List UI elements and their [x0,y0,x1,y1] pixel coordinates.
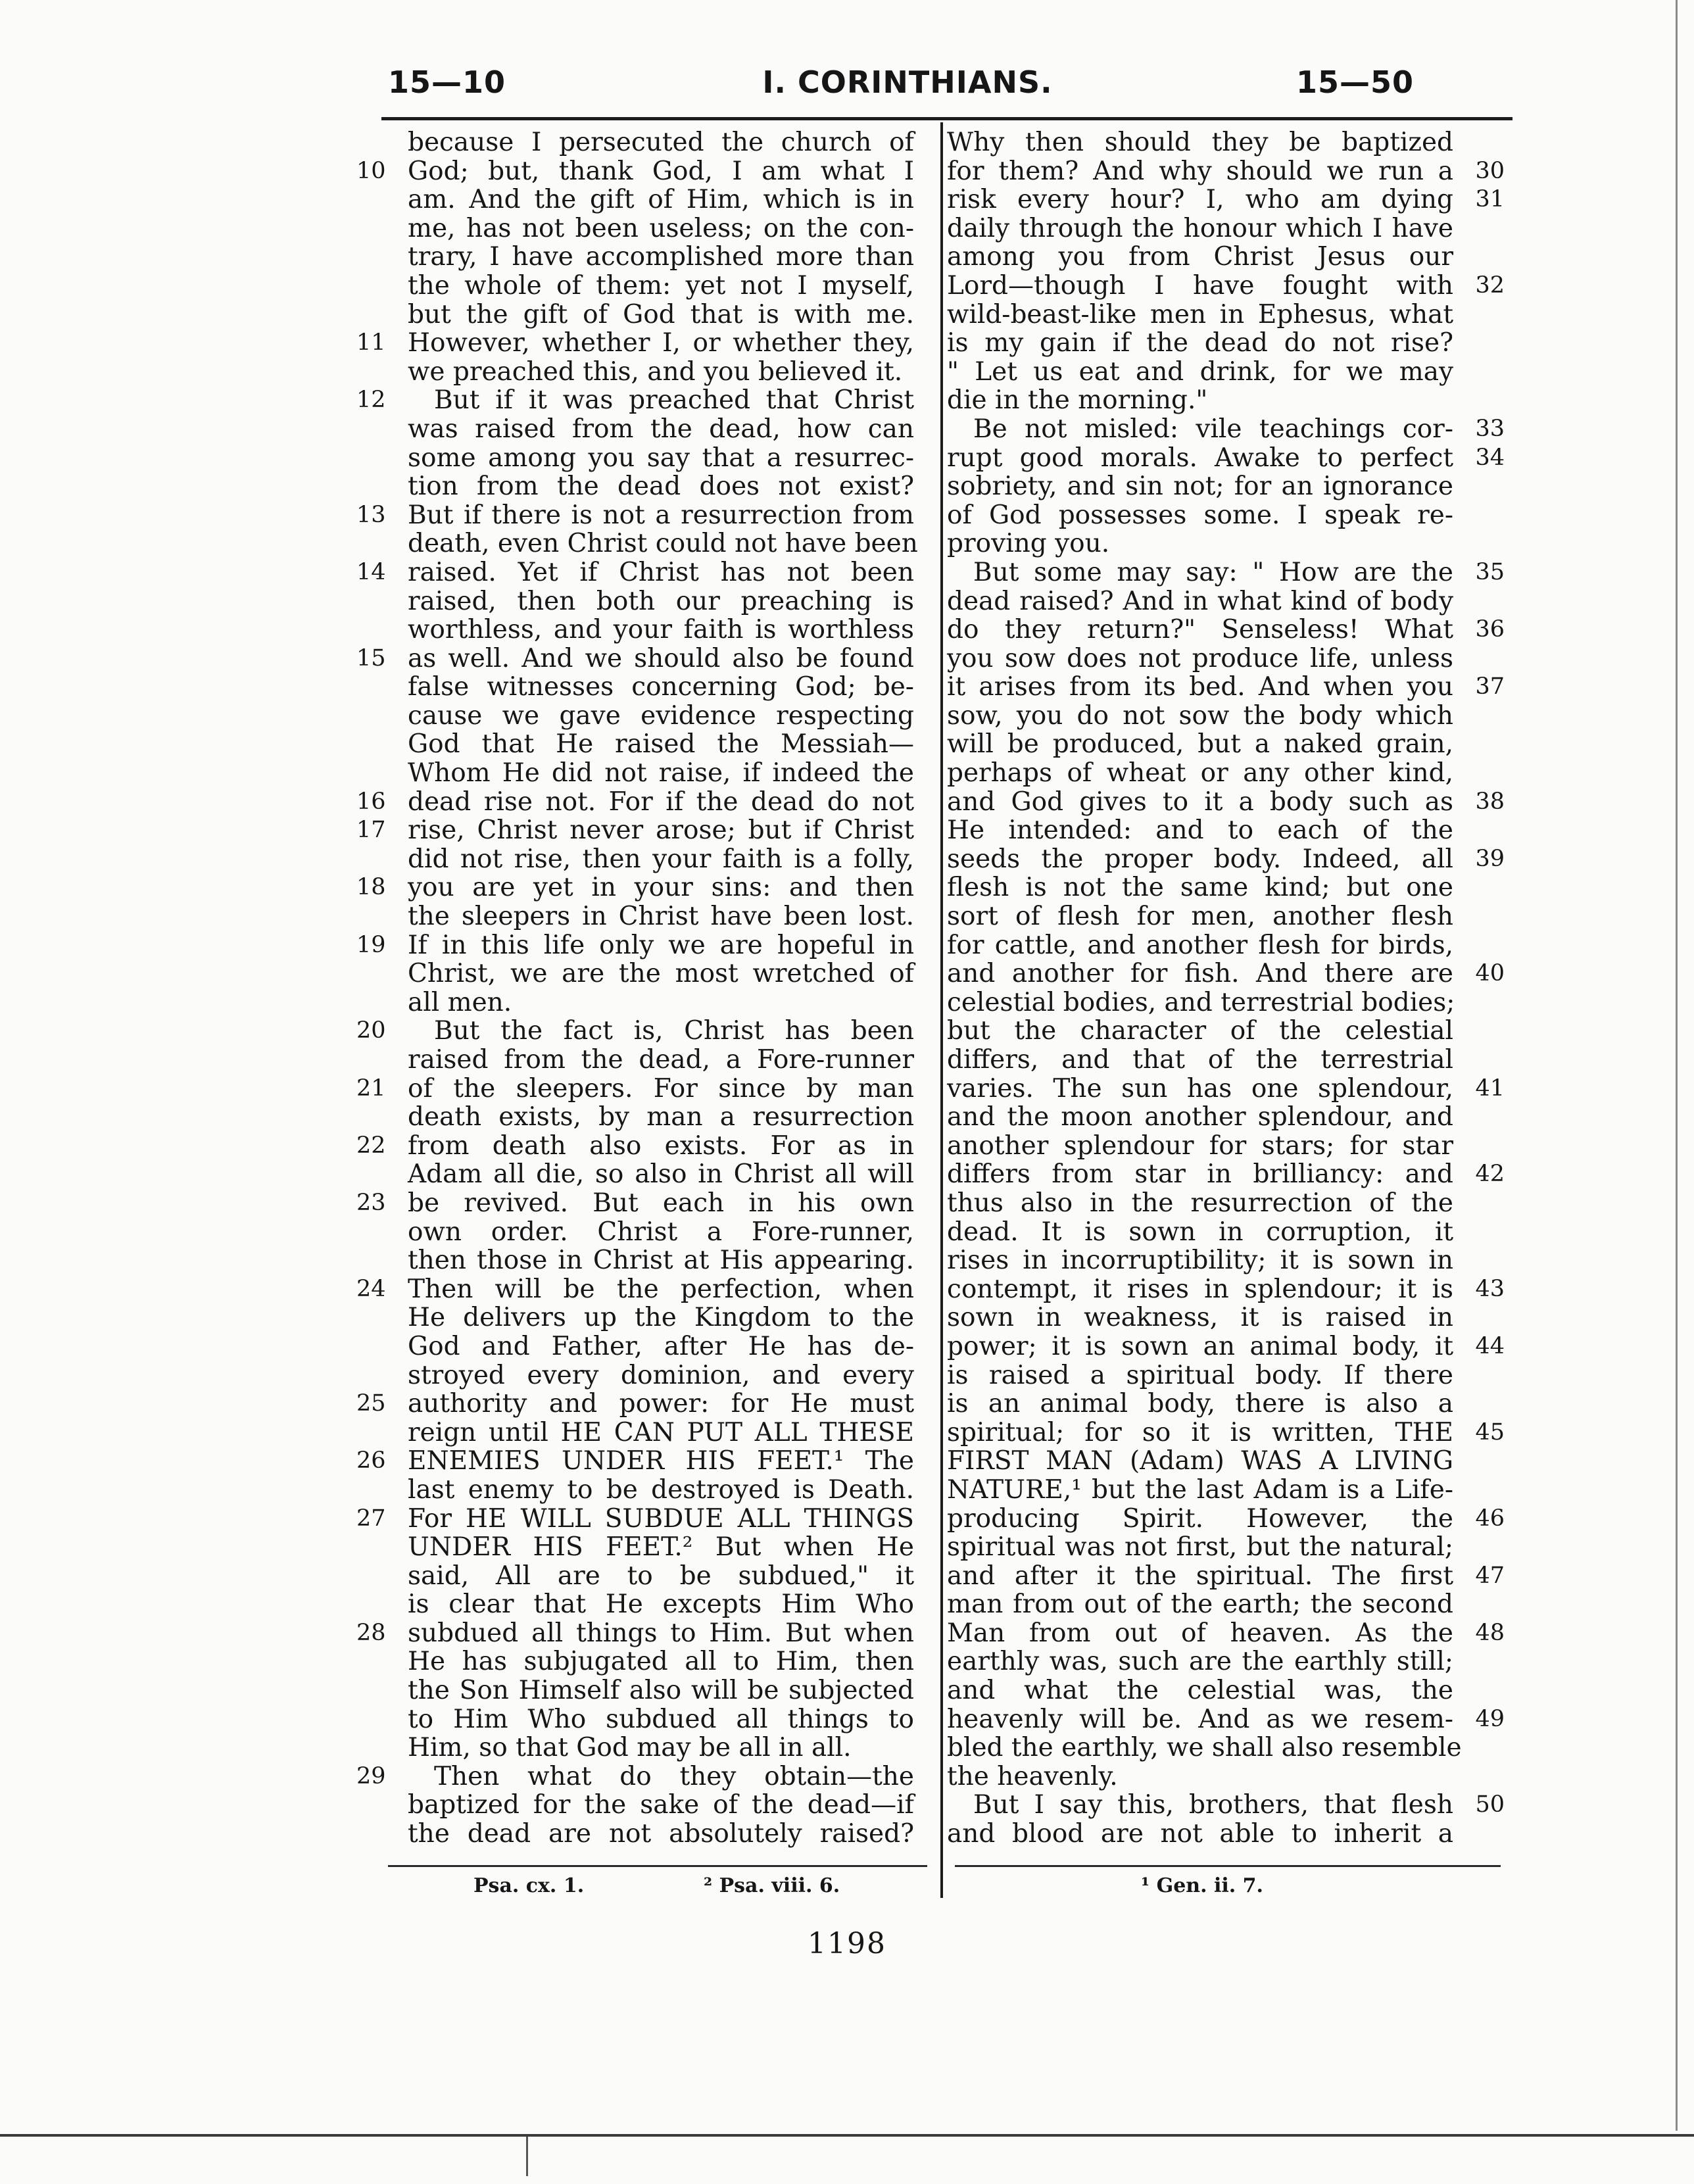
page-number: 1198 [808,1927,886,1960]
verse-number: 37 [1475,673,1505,700]
line-text: Christ, we are the most wretched of [408,959,914,989]
text-line [947,243,1453,272]
text-line [356,1618,914,1648]
line-text: flesh is not the same kind; but one [947,873,1453,903]
line-text: FIRST MAN (Adam) WAS A LIVING [947,1446,1453,1476]
text-line [408,673,914,702]
line-text: another splendour for stars; for star [947,1130,1453,1161]
text-line [408,587,914,616]
line-text: dead raised? And in what kind of body [947,586,1453,616]
line-text: spiritual; for so it is written, THE [947,1417,1453,1447]
verse-number: 25 [356,1390,386,1417]
line-text: is raised a spiritual body. If there [947,1360,1453,1390]
line-text: earthly was, such are the earthly still; [947,1647,1453,1677]
text-line [356,815,914,846]
line-text: But I say this, brothers, that flesh [973,1790,1453,1820]
line-text: because I persecuted the church of [408,128,914,157]
line-text: all men. [408,987,512,1017]
running-header [349,58,1466,110]
verse-number: 23 [356,1189,386,1216]
line-text: rises in incorruptibility; it is sown in [947,1246,1453,1276]
text-line [408,472,914,501]
header-chapter-verse-start: 15—10 [388,64,506,100]
text-line [947,672,1505,702]
line-text: raised, then both our preaching is [408,586,914,616]
text-line [408,1791,914,1820]
text-line [408,1647,914,1676]
verse-number: 46 [1475,1505,1505,1532]
line-text: Then will be the perfection, when [408,1274,914,1304]
text-line [356,156,914,186]
line-text: differs, and that of the terrestrial [947,1045,1453,1075]
line-text: God that He raised the Messiah— [408,729,914,760]
line-text: false witnesses concerning God; be- [408,672,914,702]
text-line [356,787,914,817]
text-line [408,1332,914,1361]
text-line [947,1533,1453,1562]
line-text: worthless, and your faith is worthless [408,615,914,645]
text-line [947,1189,1453,1218]
text-line [408,358,914,387]
line-text: man from out of the earth; the second [947,1589,1453,1620]
verse-number: 36 [1475,616,1505,643]
text-line [947,787,1505,817]
verse-number: 45 [1475,1419,1505,1445]
verse-number: 22 [356,1132,386,1159]
text-line [947,329,1453,358]
text-line [408,759,914,788]
line-text: the sleepers in Christ have been lost. [408,902,914,932]
line-text: raised. Yet if Christ has not been [408,557,914,587]
verse-number: 33 [1475,415,1505,442]
line-text: rise, Christ never arose; but if Christ [408,815,914,846]
line-text: Lord—though I have fought with [947,270,1453,301]
text-line [947,1676,1453,1705]
line-text: wild-beast-like men in Ephesus, what [947,299,1453,329]
verse-number: 29 [356,1762,386,1789]
line-text: of God possesses some. I speak re- [947,500,1453,530]
line-text: Be not misled: vile teachings cor- [973,414,1453,444]
line-text: thus also in the resurrection of the [947,1188,1453,1218]
line-text: subdued all things to Him. But when [408,1618,914,1648]
line-text: but the character of the celestial [947,1016,1453,1046]
text-line [947,844,1505,874]
line-text: Whom He did not raise, if indeed the [408,758,914,789]
text-line [947,959,1505,989]
line-text: heavenly will be. And as we resem- [947,1704,1453,1734]
line-text: But some may say: " How are the [973,557,1453,587]
footnote-rule-right [955,1865,1501,1867]
text-line [947,1132,1453,1161]
text-line [408,185,914,214]
line-text: For HE WILL SUBDUE ALL THINGS [408,1503,914,1534]
line-text: differs from star in brilliancy: and [947,1159,1453,1190]
verse-number: 27 [356,1505,386,1532]
line-text: tion from the dead does not exist? [408,472,914,502]
text-line [947,1361,1453,1390]
verse-number: 24 [356,1275,386,1302]
line-text: Why then should they be baptized [947,128,1453,157]
text-line [408,1361,914,1390]
text-line [408,1419,914,1447]
verse-number: 30 [1475,157,1505,184]
line-text: dead. It is sown in corruption, it [947,1217,1453,1247]
scan-bottom-edge [0,2134,1694,2137]
text-line [947,1417,1505,1447]
line-text: and God gives to it a body such as [947,787,1453,817]
verse-number: 44 [1475,1332,1505,1359]
verse-number: 49 [1475,1705,1505,1732]
line-text: said, All are to be subdued," it [408,1561,914,1591]
text-line [947,1762,1453,1791]
text-line [947,443,1505,473]
text-line [408,1676,914,1705]
text-line [408,1103,914,1132]
line-text: we preached this, and you believed it. [408,356,903,387]
header-chapter-verse-end: 15—50 [1295,64,1414,100]
line-text: did not rise, then your faith is a folly, [408,844,914,874]
line-text: the dead are not absolutely raised? [408,1819,914,1849]
line-text: it arises from its bed. And when you [947,672,1453,702]
verse-number: 19 [356,931,386,958]
line-text: " Let us eat and drink, for we may [947,356,1453,387]
text-line [408,1246,914,1275]
text-line [947,730,1453,759]
verse-number: 10 [356,157,386,184]
text-line [947,386,1453,415]
line-text: but the gift of God that is with me. [408,299,914,329]
line-text: He has subjugated all to Him, then [408,1647,914,1677]
text-line [947,1503,1505,1534]
text-line [408,959,914,988]
text-line [408,902,914,931]
text-line [947,1390,1453,1419]
text-line [947,1447,1453,1476]
line-text: you sow does not produce life, unless [947,643,1453,673]
text-line [356,1389,914,1419]
text-line [356,385,914,416]
line-text: risk every hour? I, who am dying [947,185,1453,215]
text-line [947,185,1505,215]
text-line [947,557,1505,587]
line-text: sow, you do not sow the body which [947,700,1453,731]
text-line [408,214,914,243]
verse-number: 42 [1475,1161,1505,1188]
text-line [947,759,1453,788]
text-line [947,128,1453,157]
verse-number: 12 [356,387,386,414]
text-line [947,988,1453,1017]
text-line [947,1733,1462,1763]
text-line [947,1103,1453,1132]
text-line [947,1274,1505,1304]
line-text: But the fact is, Christ has been [434,1016,914,1046]
text-line [947,501,1453,530]
line-text: Him, so that God may be all in all. [408,1733,852,1763]
line-text: varies. The sun has one splendour, [947,1073,1453,1104]
verse-number: 43 [1475,1275,1505,1302]
line-text: is my gain if the dead do not rise? [947,328,1453,358]
scan-right-edge [1676,0,1678,2131]
verse-number: 41 [1475,1075,1505,1102]
line-text: die in the morning." [947,385,1208,416]
header-book-title: I. CORINTHIANS. [762,64,1053,100]
text-line [408,1303,914,1332]
footnote-left-2: ² Psa. viii. 6. [704,1874,840,1897]
verse-number: 28 [356,1619,386,1646]
text-line [408,444,914,473]
verse-number: 47 [1475,1562,1505,1589]
line-text: God; but, thank God, I am what I [408,156,914,186]
line-text: be revived. But each in his own [408,1188,914,1218]
line-text: proving you. [947,529,1110,559]
line-text: Then what do they obtain—the [434,1761,914,1791]
line-text: among you from Christ Jesus our [947,242,1453,272]
line-text: for them? And why should we run a [947,156,1453,186]
line-text: producing Spirit. However, the [947,1503,1453,1534]
scan-bottom-tick [526,2137,528,2176]
line-text: the Son Himself also will be subjected [408,1676,914,1706]
text-line [356,1016,914,1046]
line-text: raised from the dead, a Fore-runner [408,1045,914,1075]
verse-number: 50 [1475,1791,1505,1818]
text-line [356,328,914,358]
line-text: do they return?" Senseless! What [947,615,1453,645]
verse-number: 48 [1475,1619,1505,1646]
text-line [356,1073,914,1104]
line-text: baptized for the sake of the dead—if [408,1790,914,1820]
line-text: was raised from the dead, how can [408,414,914,444]
line-text: you are yet in your sins: and then [408,873,914,903]
line-text: stroyed every dominion, and every [408,1360,914,1390]
line-text: and the moon another splendour, and [947,1102,1453,1132]
text-line [947,1704,1505,1734]
left-text-column [356,128,918,1849]
line-text: But if there is not a resurrection from [408,500,914,530]
verse-number: 21 [356,1075,386,1102]
text-line [947,1820,1453,1849]
text-line [408,529,918,559]
text-line [947,1303,1453,1332]
text-line [947,414,1505,444]
text-line [356,643,914,673]
verse-number: 11 [356,329,386,356]
line-text: bled the earthly, we shall also resemble [947,1733,1462,1763]
text-line [947,1331,1505,1361]
line-text: sort of flesh for men, another flesh [947,902,1453,932]
text-line [408,730,914,759]
line-text: He delivers up the Kingdom to the [408,1303,914,1333]
text-line [356,1130,914,1161]
line-text: from death also exists. For as in [408,1130,914,1161]
text-line [947,1647,1453,1676]
verse-number: 15 [356,644,386,671]
text-line [947,644,1453,673]
text-line [947,816,1453,845]
line-text: celestial bodies, and terrestrial bodies; [947,987,1455,1017]
text-line [947,472,1453,501]
line-text: death, even Christ could not have been [408,529,918,559]
line-text: sobriety, and sin not; for an ignorance [947,472,1453,502]
text-line [947,1073,1505,1104]
text-line [947,301,1453,329]
text-line [408,1705,914,1734]
line-text: then those in Christ at His appearing. [408,1246,914,1276]
verse-number: 31 [1475,186,1505,213]
text-line [947,156,1505,186]
line-text: seeds the proper body. Indeed, all [947,844,1453,874]
text-line [356,500,914,530]
verse-number: 32 [1475,272,1505,299]
verse-number: 20 [356,1017,386,1044]
header-rule [381,117,1512,120]
text-line [356,1274,914,1304]
line-text: own order. Christ a Fore-runner, [408,1217,914,1247]
text-line [947,1590,1453,1619]
text-line [947,615,1505,645]
line-text: ENEMIES UNDER HIS FEET.¹ The [408,1446,914,1476]
text-line [408,1046,914,1075]
text-line [408,243,914,272]
line-text: is clear that He excepts Him Who [408,1589,914,1620]
line-text: rupt good morals. Awake to perfect [947,443,1453,473]
text-line [947,873,1453,902]
line-text: He intended: and to each of the [947,815,1453,846]
line-text: But if it was preached that Christ [434,385,914,416]
text-line [947,1476,1453,1505]
text-line [356,873,914,903]
text-line [356,1446,914,1476]
text-line [947,1246,1453,1275]
text-line [947,214,1453,243]
text-line [947,1218,1453,1247]
line-text: cause we gave evidence respecting [408,700,914,731]
text-line [947,1561,1505,1591]
line-text: and another for fish. And there are [947,959,1453,989]
text-line [947,931,1453,960]
footnote-left-1: Psa. cx. 1. [473,1874,585,1897]
line-text: me, has not been useless; on the con- [408,213,914,243]
line-text: reign until HE CAN PUT ALL THESE [408,1417,914,1447]
line-text: death exists, by man a resurrection [408,1102,914,1132]
verse-number: 34 [1475,444,1505,471]
verse-number: 13 [356,501,386,528]
line-text: If in this life only we are hopeful in [408,930,914,960]
line-text: sown in weakness, it is raised in [947,1303,1453,1333]
footnote-rule-left [388,1865,927,1867]
verse-number: 17 [356,817,386,844]
line-text: of the sleepers. For since by man [408,1073,914,1104]
text-line [408,1160,914,1189]
line-text: some among you say that a resurrec- [408,443,914,473]
text-line [408,988,914,1017]
text-line [947,529,1453,558]
verse-number: 14 [356,558,386,585]
verse-number: 18 [356,874,386,901]
line-text: perhaps of wheat or any other kind, [947,758,1453,789]
line-text: the heavenly. [947,1761,1118,1791]
text-line [408,415,914,444]
text-line [408,845,914,874]
text-line [947,1017,1453,1046]
line-text: am. And the gift of Him, which is in [408,185,914,215]
text-line [408,616,914,644]
text-line [408,1476,914,1505]
line-text: spiritual was not first, but the natural; [947,1532,1453,1563]
text-line [408,1734,914,1762]
verse-number: 38 [1475,788,1505,815]
line-text: dead rise not. For if the dead do not [408,787,914,817]
line-text: and after it the spiritual. The first [947,1561,1453,1591]
line-text: God and Father, after He has de- [408,1331,914,1361]
line-text: to Him Who subdued all things to [408,1704,914,1734]
line-text: Adam all die, so also in Christ all will [408,1159,914,1190]
text-line [356,1503,914,1534]
line-text: and what the celestial was, the [947,1676,1453,1706]
line-text: daily through the honour which I have [947,213,1453,243]
text-line [947,1159,1505,1190]
line-text: UNDER HIS FEET.² But when He [408,1532,914,1563]
footnote-right-1: ¹ Gen. ii. 7. [1141,1874,1263,1897]
line-text: trary, I have accomplished more than [408,242,914,272]
line-text: will be produced, but a naked grain, [947,729,1453,760]
text-line [947,270,1505,301]
text-line [947,902,1453,931]
verse-number: 39 [1475,845,1505,872]
line-text: However, whether I, or whether they, [408,328,914,358]
text-line [356,930,914,960]
text-line [408,1533,914,1562]
text-line [947,702,1453,731]
verse-number: 16 [356,788,386,815]
text-line [408,1218,914,1247]
column-divider [940,122,943,1898]
text-line [356,1188,914,1218]
line-text: the whole of them: yet not I myself, [408,270,914,301]
text-line [408,1562,914,1591]
verse-number: 40 [1475,960,1505,987]
line-text: as well. And we should also be found [408,643,914,673]
line-text: authority and power: for He must [408,1389,914,1419]
line-text: and blood are not able to inherit a [947,1819,1453,1849]
line-text: NATURE,¹ but the last Adam is a Life- [947,1474,1453,1505]
text-line [408,128,914,157]
text-line [947,1618,1505,1648]
verse-number: 35 [1475,558,1505,585]
text-line [408,1590,914,1619]
text-line [947,587,1453,616]
line-text: contempt, it rises in splendour; it is [947,1274,1453,1304]
line-text: power; it is sown an animal body, it [947,1331,1453,1361]
verse-number: 26 [356,1447,386,1474]
text-line [408,1820,914,1849]
text-line [408,301,914,329]
line-text: is an animal body, there is also a [947,1389,1453,1419]
right-text-column [947,128,1505,1849]
line-text: for cattle, and another flesh for birds, [947,930,1453,960]
text-line [947,358,1453,387]
line-text: last enemy to be destroyed is Death. [408,1474,914,1505]
text-line [356,557,914,587]
text-line [947,1790,1505,1820]
text-line [408,702,914,731]
text-line [356,1761,914,1791]
line-text: Man from out of heaven. As the [947,1618,1453,1648]
text-line [947,1046,1453,1075]
text-line [408,272,914,301]
